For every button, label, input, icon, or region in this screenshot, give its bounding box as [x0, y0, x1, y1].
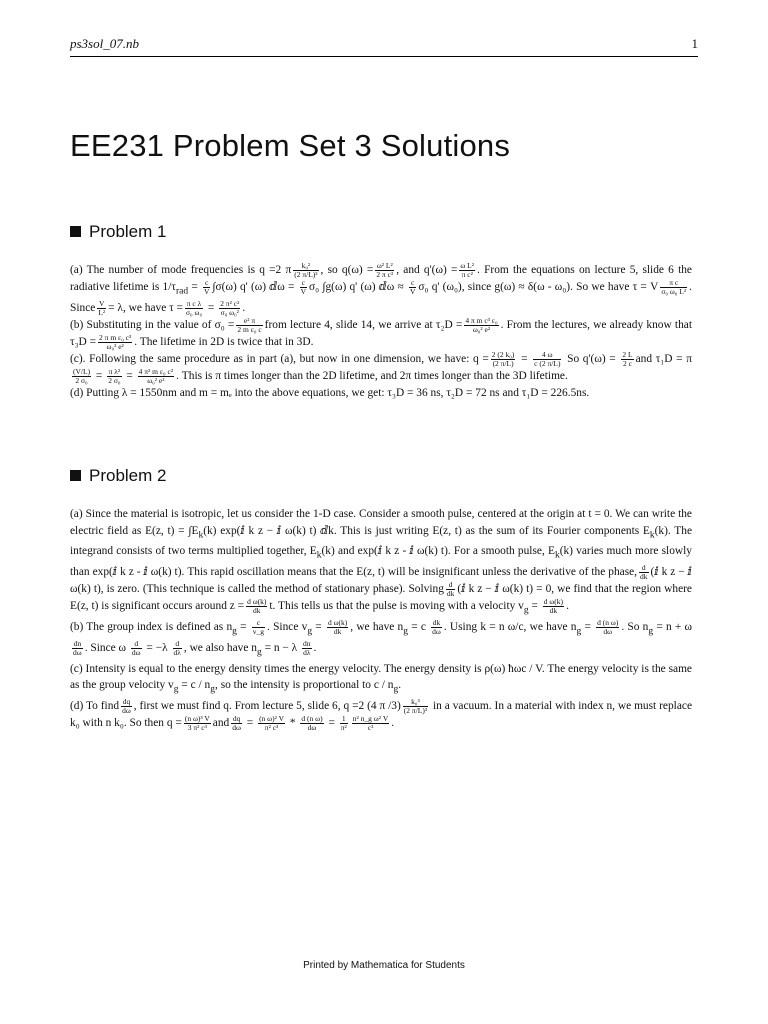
problem-1-body	[70, 262, 692, 401]
problem-1-part-b: (b) Substituting in the value of σ₀ = $\frac{\text{e² π}}{\text{2 m ε₀ c}}$ from lecture 4, slide 14, we arrive at τ₂D = $\frac{\text{4 π m c³ ε₀}}{\text{ω₀² e²}}$ . From the lectures, we already know that τ₃D = $\frac{\text{2 π m ε₀ c³}}{\text{ω₀² e²}}$ . The lifetime in 2D is twice that in 3D.	[70, 315, 693, 351]
print-footer: Printed by Mathematica for Students	[303, 960, 465, 971]
problem-2-part-d: (d) To find $\frac{dq}{d\omega}$ , first we must find q. From lecture 5, slide 6, q =2 (4 π /3) $\frac{\text{k₀³}}{\text{(2 π/L)³}}$ in a vacuum. In a material with index n, we must replace k₀ with n k₀. So then q = $\frac{\text{(n ω)³ V}}{\text{3 π² c³}}$ and $\frac{dq}{d\omega}$ = $\frac{\text{(n ω)² V}}{\text{π² c³}}$ * $\frac{\text{d (n ω)}}{d\omega}$ = $\frac{1}{\text{π²}}$ $\frac{\text{n² n\_g ω² V}}{\text{c³}}$ .	[70, 697, 692, 733]
problem-2-body	[70, 506, 692, 732]
running-header	[70, 36, 698, 52]
problem-1-part-a: (a) The number of mode frequencies is q =2 π $\frac{\text{k₀²}}{\text{(2 π/L)²}}$ , so q(ω) = $\frac{\text{ω² L²}}{\text{2 π c²}}$ , and q'(ω) = $\frac{\text{ω L²}}{\text{π c²}}$ . From the equations on lecture 5, slide 6 the radiative lifetime is $1/\tau_{rad}$ = $\frac{c}{V}$ ∫σ(ω) q' (ω) ⅆω = $\frac{c}{V}$ σ₀ ∫g(ω) q' (ω) ⅆω ≈ $\frac{c}{V}$ σ₀ q' (ω₀), since g(ω) ≈ δ(ω - ω₀). So we have τ = V $\frac{\text{π c}}{\text{σ₀ ω₀ L²}}$ . Since $\frac{V}{\text{L²}}$ = λ, we have τ = $\frac{\text{π c λ}}{\text{σ₀ ω₀}}$ = $\frac{\text{2 π² c²}}{\text{σ₀ ω₀²}}$ .	[70, 261, 692, 317]
problem-2-heading-text: Problem 2	[89, 466, 167, 485]
problem-1-heading-text: Problem 1	[89, 222, 167, 241]
problem-1-heading	[70, 222, 166, 242]
problem-1-part-d: (d) Putting λ = 1550nm and m = mₑ into the above equations, we get: τ₃D = 36 ns, τ₂D = 72 ns and τ₁D = 226.5ns.	[70, 386, 590, 399]
problem-2-heading	[70, 466, 166, 486]
header-rule	[70, 56, 698, 57]
notebook-filename: ps3sol_07.nb	[70, 36, 139, 51]
page-title: EE231 Problem Set 3 Solutions	[70, 128, 511, 163]
problem-2-part-b: (b) The group index is defined as $n_g$ = $\frac{c}{v\_g}$ . Since $v_g$ = $\frac{\text{d ω(k)}}{dk}$ , we have $n_g = c$ $\frac{dk}{d\omega}$ . Using k = n ω/c, we have $n_g$ = $\frac{\text{d (n ω)}}{d\omega}$ . So $n_g = n + \omega$ $\frac{dn}{d\omega}$ . Since ω $\frac{d}{d\omega}$ = −λ $\frac{d}{d\lambda}$ , we also have $n_g = n - \lambda$ $\frac{dn}{d\lambda}$ .	[70, 617, 693, 658]
problem-2-part-a: (a) Since the material is isotropic, let us consider the 1-D case. Consider a smooth pulse, centered at the origin at t = 0. We can write the electric field as E(z, $t) = \int E_k(k)$ exp(ⅈ k z − ⅈ ω(k) t) ⅆk. This is just writing E(z, t) as the sum of its Fourier components $E_k(k)$. The integrand consists of two terms multiplied together, $E_k(k)$ and exp(ⅈ k z - ⅈ ω(k) t). For a smooth pulse, $E_k(k)$ varies much more slowly than exp(ⅈ k z - ⅈ ω(k) t). This rapid oscillation means that the E(z, t) will be insignificant unless the derivative of the phase, $\frac{d}{dk}$ (ⅈ k z − ⅈ ω(k) t), is zero. (This technique is called the method of stationary phase). Solving $\frac{d}{dk}$ (ⅈ k z − ⅈ ω(k) t) = 0, we find that the region where E(z, t) is significant occurs around z = $\frac{\text{d ω(k)}}{dk}$ t. This tells us that the pulse is moving with a velocity $v_g$ = $\frac{\text{d ω(k)}}{dk}$ .	[70, 508, 692, 616]
page-number: 1	[691, 36, 698, 51]
problem-2-part-c: (c) Intensity is equal to the energy density times the energy velocity. The energy density is ρ(ω) ħωc / V. The energy velocity is the same as the group velocity $v_g = c / n_g$, so the intensity is proportional to c / $n_g$.	[70, 662, 692, 695]
section-bullet-icon	[70, 470, 81, 481]
problem-1-part-c: (c). Following the same procedure as in part (a), but now in one dimension, we have: q = $\frac{\text{2 (2 k₀)}}{(2 \pi/L)}$ = $\frac{4 \omega}{c (2 \pi/L)}$ So q'(ω) = $\frac{2 L}{2 c}$ and τ₁D = π $\frac{(V/L)}{\text{2 σ₀}}$ = $\frac{\text{π λ²}}{\text{2 σ₀}}$ = $\frac{\text{4 π² m ε₀ c²}}{\text{ω₀² e²}}$ . This is π times longer than the 2D lifetime, and 2π times longer than the 3D lifetime.	[70, 349, 692, 385]
section-bullet-icon	[70, 226, 81, 237]
